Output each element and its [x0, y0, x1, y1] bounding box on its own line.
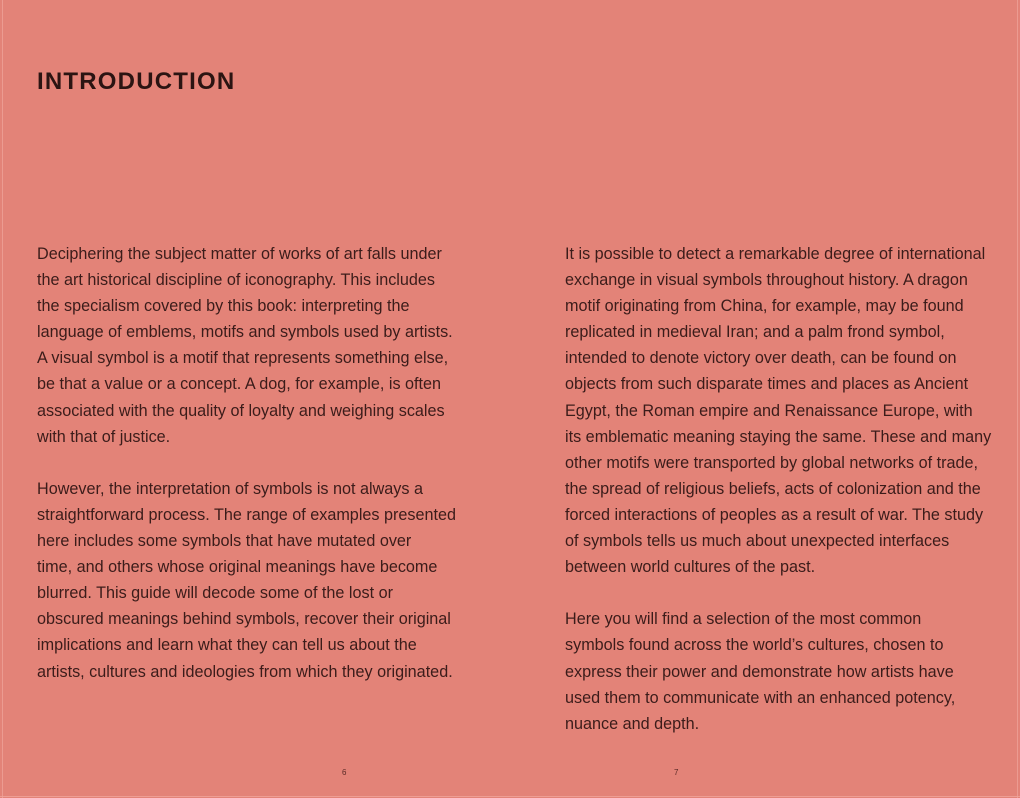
text-line: However, the interpretation of symbols is not always a: [37, 479, 423, 498]
text-line: express their power and demonstrate how artists have: [565, 662, 954, 681]
text-line: blurred. This guide will decode some of the lost or: [37, 584, 394, 603]
text-line: intended to denote victory over death, can be found on: [565, 349, 957, 368]
text-line: Deciphering the subject matter of works of art falls under: [37, 245, 442, 263]
paragraph-4: [565, 606, 990, 736]
page-edge-left: [2, 0, 3, 798]
page-edge-bottom: [0, 796, 1020, 797]
text-line: implications and learn what they can tell us about the: [37, 636, 417, 655]
text-line: used them to communicate with an enhanced potency,: [565, 688, 956, 707]
chapter-title: INTRODUCTION: [37, 68, 236, 95]
text-line: nuance and depth.: [565, 714, 700, 733]
text-line: Here you will find a selection of the most common: [565, 610, 922, 629]
page-edge-right: [1017, 0, 1018, 798]
text-line: artists, cultures and ideologies from which they originated.: [37, 662, 453, 681]
text-line: A visual symbol is a motif that represents something else,: [37, 349, 449, 368]
text-line: of symbols tells us much about unexpected interfaces: [565, 532, 950, 551]
text-line: time, and others whose original meanings have become: [37, 558, 438, 577]
text-line: motif originating from China, for example, may be found: [565, 297, 964, 316]
text-line: forced interactions of peoples as a result of war. The study: [565, 505, 984, 524]
page-number-left: 6: [342, 768, 347, 777]
text-line: straightforward process. The range of examples presented: [37, 505, 457, 524]
text-line: associated with the quality of loyalty and weighing scales: [37, 401, 445, 420]
text-line: objects from such disparate times and places as Ancient: [565, 375, 969, 394]
text-line: be that a value or a concept. A dog, for example, is often: [37, 375, 442, 394]
text-line: the specialism covered by this book: interpreting the: [37, 297, 410, 316]
paragraph-2: [37, 476, 457, 685]
text-line: symbols found across the world’s cultures, chosen to: [565, 636, 944, 655]
paragraph-3: [565, 241, 990, 580]
text-line: exchange in visual symbols throughout history. A dragon: [565, 271, 968, 290]
text-line: Egypt, the Roman empire and Renaissance Europe, with: [565, 401, 973, 420]
text-line: between world cultures of the past.: [565, 558, 816, 577]
text-line: language of emblems, motifs and symbols used by artists.: [37, 323, 453, 342]
right-page-body: [565, 241, 990, 763]
text-line: the art historical discipline of iconography. This includes: [37, 271, 435, 290]
page-number-right: 7: [674, 768, 679, 777]
left-page-body: [37, 241, 457, 711]
text-line: other motifs were transported by global networks of trade,: [565, 453, 978, 472]
paragraph-1: [37, 241, 457, 450]
text-line: the spread of religious beliefs, acts of colonization and the: [565, 479, 981, 498]
text-line: It is possible to detect a remarkable degree of international: [565, 245, 986, 263]
text-line: replicated in medieval Iran; and a palm frond symbol,: [565, 323, 945, 342]
text-line: its emblematic meaning staying the same. These and many: [565, 427, 992, 446]
text-line: obscured meanings behind symbols, recover their original: [37, 610, 451, 629]
text-line: here includes some symbols that have mutated over: [37, 532, 412, 551]
text-line: with that of justice.: [37, 427, 171, 446]
